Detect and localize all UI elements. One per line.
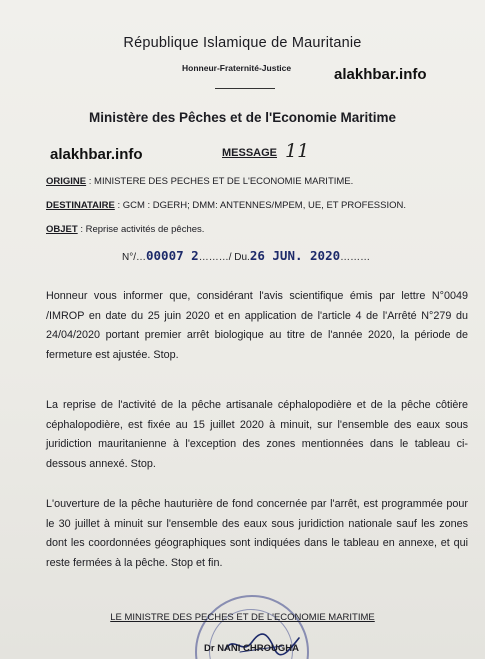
objet-label: OBJET [46, 224, 78, 235]
republic-heading: République Islamique de Mauritanie [123, 35, 362, 51]
ministry-heading: Ministère des Pêches et de l'Economie Maritime [88, 110, 397, 125]
watermark-top: alakhbar.info [334, 66, 427, 83]
date-label: ………/ Du. [198, 252, 250, 263]
field-destinataire [46, 200, 406, 211]
handwritten-number: 00007 2 [146, 248, 199, 263]
national-motto: Honneur-Fraternité-Justice [182, 63, 292, 73]
message-title: MESSAGE [222, 147, 278, 159]
stamped-date: 26 JUN. 2020 [249, 248, 341, 263]
body-paragraph-3: L'ouverture de la pêche hauturière de fond concernée par l'arrêt, est programmée pour le 30 juillet à minuit sur l'ensemble des eaux sous juridiction nationale sauf les zones dont les coordonnées géographiques sont indiquées dans le tableau en annexe, et qui reste fermées à la pêche. Stop et fin. [46, 498, 468, 569]
reference-number-line [122, 248, 370, 263]
watermark-left: alakhbar.info [50, 146, 143, 163]
date-tail: ……… [340, 252, 371, 263]
body-paragraph-2: La reprise de l'activité de la pêche artisanale céphalopodière et de la pêche côtière céphalopodière, est fixée au 15 juillet 2020 à minuit, sur l'ensemble des eaux sous juridiction mauritanienne à l'exception des zones mentionnées dans le tableau ci-dessous annexé. Stop. [46, 399, 468, 470]
objet-value: : Reprise activités de pêches. [80, 224, 205, 235]
destinataire-label: DESTINATAIRE [46, 200, 115, 211]
field-objet [46, 224, 204, 235]
destinataire-value: : GCM : DGERH; DMM: ANTENNES/MPEM, UE, ET PROFESSION. [117, 200, 406, 211]
body-paragraph-1: Honneur vous informer que, considérant l'avis scientifique émis par lettre N°0049 /IMROP en date du 25 juin 2020 et en application de l'article 4 de l'Arrêté N°279 du 24/04/2020 portant premier arrêt biologique au titre de l'année 2020, la période de fermeture est ajustée. Stop. [46, 290, 468, 361]
message-handwritten-mark: 11 [285, 140, 310, 162]
origine-label: ORIGINE [46, 176, 87, 187]
number-label: N°/… [122, 252, 146, 263]
field-origine [46, 176, 353, 187]
signatory-title: LE MINISTRE DES PECHES ET DE L'ECONOMIE MARITIME [110, 612, 375, 623]
signatory-name: Dr NANI CHROUGHA [204, 643, 299, 654]
origine-value: : MINISTERE DES PECHES ET DE L'ECONOMIE MARITIME. [88, 176, 354, 187]
motto-underline [215, 88, 275, 89]
